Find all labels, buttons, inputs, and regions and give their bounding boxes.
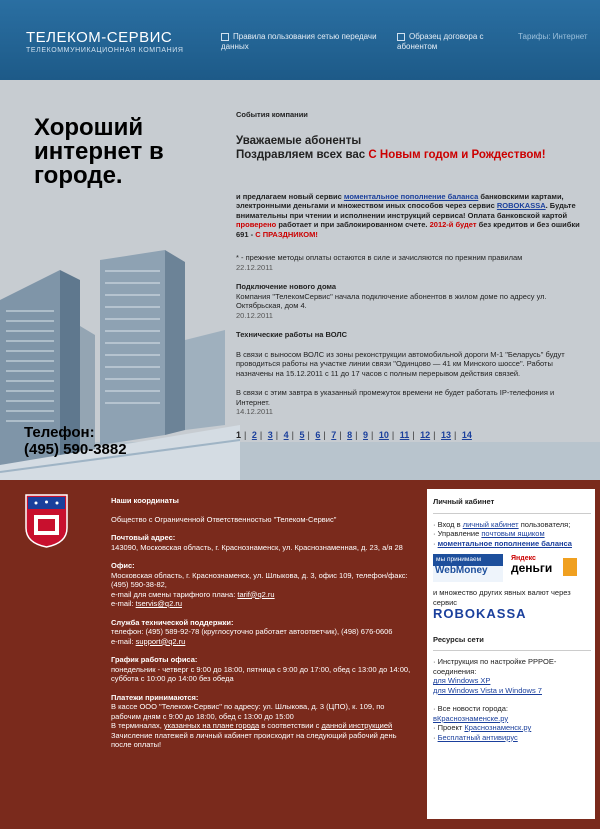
page-link[interactable]: 3 (267, 430, 273, 440)
win7-link[interactable]: для Windows Vista и Windows 7 (433, 685, 542, 695)
office-email-label: e-mail для смены тарифного плана: (111, 589, 236, 599)
resources-title: Ресурсы сети (433, 634, 484, 644)
page-link[interactable]: 4 (283, 430, 289, 440)
res2-label: · Все новости города: (433, 704, 508, 713)
page-link[interactable]: 6 (315, 430, 321, 440)
promo-p5: без кредитов и без ошибки 691 - (236, 220, 580, 239)
cabinet-list (433, 513, 591, 549)
wm-top: мы принимаем (433, 554, 503, 566)
antivirus-link[interactable]: Бесплатный антивирус (437, 732, 518, 742)
res3 (433, 723, 591, 733)
office-email2-line (111, 599, 413, 609)
logo-title: ТЕЛЕКОМ-СЕРВИС (26, 29, 173, 46)
nav-contract-link[interactable] (397, 32, 507, 52)
postal-text: 143090, Московская область, г. Краснознаменск, ул. Краснознаменная, д. 23, а/я 28 (111, 542, 403, 552)
mailbox-link[interactable]: почтовым ящиком (481, 529, 545, 538)
support-title: Служба технической поддержки: (111, 617, 234, 627)
news-section-title: События компании (236, 110, 308, 119)
arrow-icon (221, 33, 229, 41)
postal-title: Почтовый адрес: (111, 533, 176, 542)
header (0, 0, 600, 80)
page-link[interactable]: 11 (399, 430, 410, 440)
yandex-wallet-icon (563, 558, 577, 576)
payments-text2 (111, 721, 413, 731)
news-section (236, 110, 586, 417)
news-item2-text: Компания "ТелекомСервис" начала подключение абонентов в жилом доме по адресу ул. Октябрьская, дом 4. (236, 291, 547, 310)
webmoney-logo[interactable] (433, 554, 503, 582)
tarif-email-link[interactable]: tarif@q2.ru (237, 589, 275, 599)
instruction-link[interactable]: данной инструкцией (321, 721, 393, 730)
pagination: 1 | 2 | 3 | 4 | 5 | 6 | 7 | 8 | 9 | 10 | 11 | 12 | 13 | 14 (236, 430, 472, 440)
page-link[interactable]: 10 (378, 430, 389, 440)
promo-p3: . Будьте внимательны при чтении и исполнении инструкций сервиса! Оплата банковской картой (236, 201, 576, 220)
news-note-date: 22.12.2011 (236, 262, 273, 272)
res4: · Бесплатный антивирус (433, 732, 518, 742)
news-note: * - прежние методы оплаты остаются в силе и зачисляются по прежним правилам (236, 253, 523, 262)
page-link[interactable]: 9 (363, 430, 369, 440)
site-logo[interactable] (26, 30, 184, 55)
personal-cabinet-link[interactable]: личный кабинет (462, 519, 519, 529)
payment-logos (433, 554, 591, 584)
cabinet-line1 (433, 520, 591, 530)
res1-label: · Инструкция по настройке PPPOE-соединения: (433, 657, 557, 676)
page-link[interactable]: 8 (347, 430, 353, 440)
instant-topup-link[interactable]: моментальное пополнение баланса (343, 191, 479, 201)
project-link[interactable]: Краснознаменск.ру (464, 723, 532, 732)
nav-rules-link[interactable] (221, 32, 391, 52)
city-crest-icon (24, 493, 69, 548)
payments-title: Платежи принимаются: (111, 692, 199, 702)
more-payments: и множество других явных валют через сервис (433, 588, 571, 607)
logo-subtitle: ТЕЛЕКОММУНИКАЦИОННАЯ КОМПАНИЯ (26, 47, 184, 54)
tservis-email-link[interactable]: tservis@q2.ru (135, 599, 182, 608)
page-link[interactable]: 2 (251, 430, 257, 440)
page-link[interactable]: 7 (331, 430, 337, 440)
nav-rules-label: Правила пользования сетью передачи данных (221, 32, 377, 51)
phone-label: Телефон: (24, 424, 95, 441)
hero-slogan: Хороший интернет в городе. (34, 114, 164, 189)
nav-tariffs-link[interactable] (518, 32, 588, 42)
payments-text1: В кассе ООО "Телеком-Сервис" по адресу: ул. Шлыкова, д. 3 (ЦПО), к. 109, по рабочим дням с 9:00 до 18:00, обед с 13:00 до 15:00 (111, 702, 385, 721)
cabinet-line2 (433, 529, 591, 539)
office-text: Московская область, г. Краснознаменск, ул. Шлыкова, д. 3, офис 109, телефон/факс: (495) 590-38-82, (111, 570, 408, 589)
line1-suffix: пользователя; (520, 519, 571, 529)
contacts-block (111, 496, 413, 750)
schedule-title: График работы офиса: (111, 655, 198, 664)
greeting-prefix: Поздравляем всех вас (236, 148, 366, 161)
phone-number: (495) 590-3882 (24, 441, 127, 458)
office-email2-label: e-mail: (111, 599, 134, 608)
promo-p1: и предлагаем новый сервис (236, 191, 342, 201)
news-item3-date: 14.12.2011 (236, 407, 273, 416)
page-link[interactable]: 5 (299, 430, 305, 440)
greeting-red: С Новым годом и Рождеством! (368, 148, 546, 161)
greeting (236, 134, 586, 162)
robokassa-link[interactable]: ROBOKASSA (496, 201, 546, 210)
city-plan-link[interactable]: указанных на плане города (163, 721, 260, 730)
hero-phone (24, 424, 127, 458)
yandex-brand: деньги (511, 560, 553, 575)
news-item3-title: Технические работы на ВОЛС (236, 330, 348, 339)
promo-checked: проверено (236, 220, 277, 229)
page-link[interactable]: 14 (461, 430, 472, 440)
promo-text (236, 192, 586, 240)
promo-p4: работает и при заблокированном счете. (278, 220, 428, 229)
payments-mid: в соответствии с (261, 721, 320, 730)
yandex-top: Яндекс (511, 555, 536, 562)
nav-tariffs-label: Тарифы: Интернет (518, 32, 588, 41)
instant-topup-link-2[interactable]: моментальное пополнение баланса (437, 538, 572, 548)
promo-red2: С ПРАЗДНИКОМ! (255, 229, 318, 239)
support-text: телефон: (495) 589-92-78 (круглосуточно работает автоответчик), (498) 676-0606 (111, 627, 393, 636)
res3-prefix: · Проект (433, 723, 463, 732)
news-item3-text1: В связи с выносом ВОЛС из зоны реконструкции автомобильной дороги М-1 "Беларусь" будут проводиться работы на участке линии связи "Одинцово — 41 км Минского шоссе". Работы назначены на 15.12.2011 с 11 до 17 часов с полным перерывом действия связей. (236, 349, 565, 378)
cabinet-line3: · моментальное пополнение баланса (433, 538, 572, 548)
office-email-line (111, 590, 413, 600)
resources-list (433, 650, 591, 742)
wm-brand: WebMoney (435, 564, 488, 576)
cabinet-title: Личный кабинет (433, 497, 495, 506)
winxp-link[interactable]: для Windows XP (433, 676, 491, 685)
page-link[interactable]: 13 (441, 430, 452, 440)
arrow-icon (397, 33, 405, 41)
nav-contract-label: Образец договора с абонентом (397, 32, 484, 51)
company-name: Общество с Ограниченной Ответственностью "Телеком-Сервис" (111, 514, 337, 524)
promo-p2: банковскими картами, электронными деньгами и множеством иных способов через сервис (236, 191, 564, 210)
news-item2-date: 20.12.2011 (236, 310, 273, 320)
support-email-label: e-mail: (111, 636, 134, 646)
office-title: Офис: (111, 561, 135, 570)
news-item2-title: Подключение нового дома (236, 282, 337, 291)
page-current: 1 (236, 430, 242, 440)
robokassa-logo[interactable]: ROBOKASSA (433, 606, 527, 621)
schedule-text2: суббота с 10:00 до 14:00 без обеда (111, 674, 234, 683)
greeting-line2 (236, 148, 586, 162)
support-email-line (111, 637, 413, 647)
payments-prefix: В терминалах, (111, 721, 162, 730)
schedule-text1: понедельник - четверг с 9:00 до 18:00, пятница с 9:00 до 17:00, обед с 13:00 до 14:00, (111, 664, 411, 674)
payments-text3: Зачисление платежей в личный кабинет происходит на следующий рабочий день после оплаты! (111, 730, 397, 749)
line1-prefix: · Вход в (433, 519, 461, 529)
coords-title: Наши координаты (111, 496, 179, 505)
line2-prefix: · Управление (433, 529, 480, 538)
news-item3-text2: В связи с этим завтра в указанный промежуток времени не будет работать IP-телефония и Интернет. (236, 388, 555, 407)
greeting-line1: Уважаемые абоненты (236, 134, 362, 147)
support-email-link[interactable]: support@q2.ru (135, 636, 186, 646)
promo-red1: 2012-й будет (429, 220, 477, 229)
cabinet-panel (427, 489, 595, 819)
yandex-money-logo[interactable] (511, 554, 581, 582)
city-news-link[interactable]: вКраснознаменске.ру (433, 713, 509, 723)
page-link[interactable]: 12 (420, 430, 431, 440)
